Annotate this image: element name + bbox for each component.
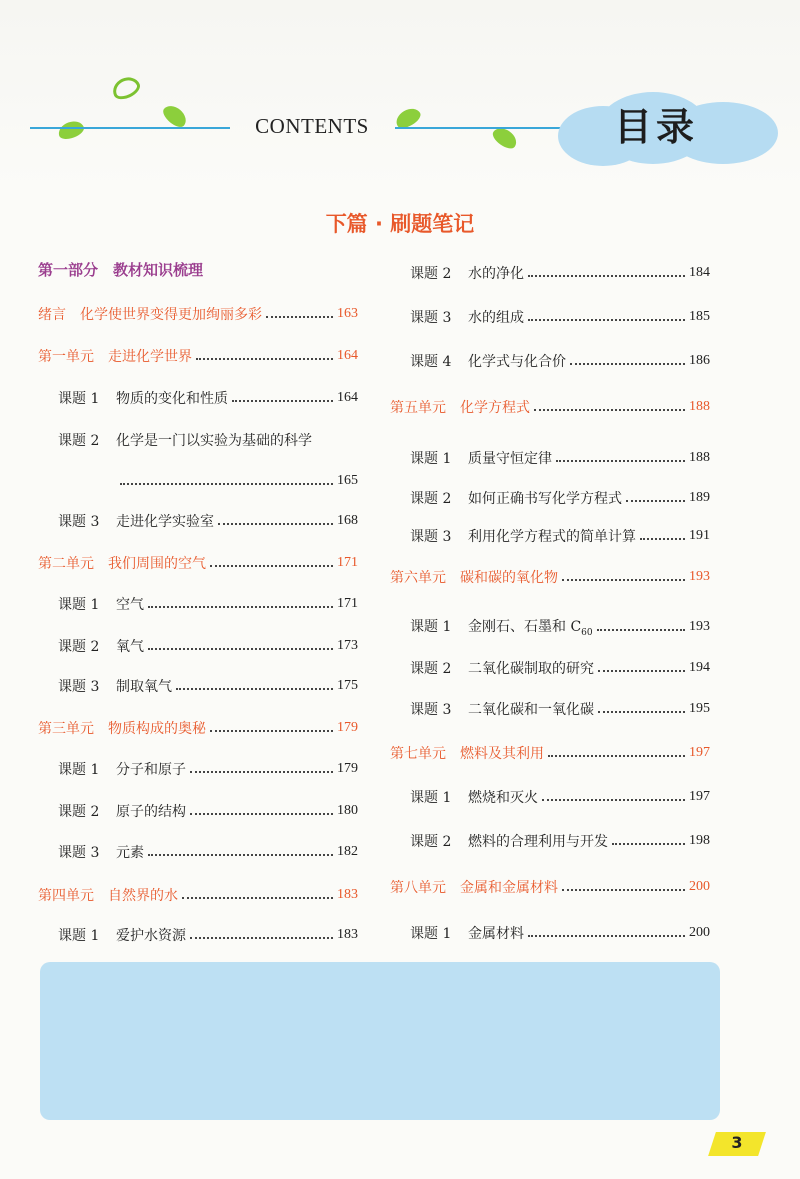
toc-entry-text: 化学式与化合价: [468, 354, 566, 370]
toc-entry-label: [58, 430, 312, 450]
toc-page-number: 198: [689, 833, 710, 848]
toc-topic-entry[interactable]: [390, 525, 710, 547]
toc-entry-label: [410, 831, 608, 851]
toc-topic-entry[interactable]: [390, 350, 710, 372]
toc-entry-label: [410, 787, 538, 807]
toc-topic-entry[interactable]: [390, 922, 710, 944]
header-rule-left: [30, 127, 230, 129]
toc-topic-entry[interactable]: [38, 593, 358, 615]
toc-topic-entry[interactable]: [38, 635, 358, 657]
toc-topic-number: 课题 1: [410, 451, 452, 467]
toc-page-number: 193: [689, 569, 710, 584]
toc-entry-label: [58, 511, 214, 531]
toc-topic-number: 课题 2: [58, 804, 100, 820]
toc-entry-label: [390, 743, 544, 763]
toc-entry-text: 原子的结构: [116, 804, 186, 820]
toc-leader-dots: [626, 500, 685, 502]
toc-unit-entry[interactable]: [390, 742, 710, 764]
toc-part-heading[interactable]: [38, 258, 368, 280]
toc-page-number: 183: [337, 887, 358, 902]
toc-entry-label: [410, 658, 594, 678]
toc-entry-label: [410, 448, 552, 468]
toc-topic-number: 课题 2: [410, 266, 452, 282]
toc-leader-dots: [190, 771, 333, 773]
toc-entry-text: 第四单元 自然界的水: [38, 888, 178, 904]
toc-leader-dots: [562, 579, 685, 581]
toc-topic-number: 课题 3: [410, 702, 452, 718]
toc-entry-label: [58, 388, 228, 408]
toc-page-number: 185: [689, 309, 710, 324]
toc-entry-label: [38, 718, 206, 738]
toc-topic-entry[interactable]: [38, 675, 358, 697]
toc-entry-text: 第二单元 我们周围的空气: [38, 556, 206, 572]
toc-entry-text: 如何正确书写化学方程式: [468, 491, 622, 507]
toc-page-number: 194: [689, 660, 710, 675]
toc-unit-entry[interactable]: [38, 717, 358, 739]
toc-page-number: 191: [689, 528, 710, 543]
toc-page-number: 168: [337, 513, 358, 528]
toc-topic-entry[interactable]: [390, 306, 710, 328]
toc-topic-entry[interactable]: [390, 616, 710, 638]
toc-page-number: 165: [337, 473, 358, 488]
toc-leader-dots: [190, 937, 333, 939]
toc-entry-label: [38, 346, 192, 366]
toc-entry-text: 制取氧气: [116, 679, 172, 695]
toc-entry-label: [38, 259, 203, 280]
toc-leader-dots: [528, 935, 685, 937]
toc-entry-subscript: 60: [581, 627, 593, 638]
toc-entry-label: [38, 553, 206, 573]
toc-entry-text: 化学是一门以实验为基础的科学: [116, 433, 312, 449]
toc-leader-dots: [176, 688, 333, 690]
toc-entry-text: 水的净化: [468, 266, 524, 282]
toc-page-number: 200: [689, 925, 710, 940]
toc-leader-dots: [534, 409, 685, 411]
toc-topic-entry[interactable]: [38, 387, 358, 409]
toc-leader-dots: [148, 648, 333, 650]
section-title: 下篇 · 刷题笔记: [325, 212, 475, 236]
toc-page-number: 186: [689, 353, 710, 368]
toc-page-number: 163: [337, 306, 358, 321]
toc-entry-label: [410, 263, 524, 283]
toc-page-number: 197: [689, 745, 710, 760]
toc-topic-number: 课题 3: [58, 514, 100, 530]
toc-topic-entry[interactable]: [390, 830, 710, 852]
toc-entry-text: 第三单元 物质构成的奥秘: [38, 721, 206, 737]
toc-topic-entry[interactable]: [38, 429, 358, 451]
toc-page-number: 179: [337, 761, 358, 776]
toc-leader-dots: [266, 316, 333, 318]
toc-leader-dots: [182, 897, 333, 899]
toc-leader-dots: [210, 565, 333, 567]
toc-entry-text: 二氧化碳制取的研究: [468, 661, 594, 677]
toc-topic-entry[interactable]: [390, 657, 710, 679]
toc-unit-entry[interactable]: [38, 345, 358, 367]
toc-entry-text: 物质的变化和性质: [116, 391, 228, 407]
toc-entry-text: 金刚石、石墨和 C: [468, 619, 582, 636]
toc-leader-dots: [570, 363, 685, 365]
toc-leader-dots: [640, 538, 685, 540]
toc-entry-label: [58, 842, 144, 862]
toc-entry-label: [410, 488, 622, 508]
toc-leader-dots: [528, 275, 685, 277]
toc-leader-dots: [597, 629, 685, 631]
toc-entry-text: 第七单元 燃料及其利用: [390, 746, 544, 762]
toc-leader-dots: [556, 460, 685, 462]
toc-entry-label: [410, 526, 636, 546]
toc-entry-label: [390, 397, 530, 417]
toc-entry-label: [410, 307, 524, 327]
toc-unit-entry[interactable]: [38, 303, 358, 325]
toc-entry-text: 爱护水资源: [116, 928, 186, 944]
toc-page-number: 200: [689, 879, 710, 894]
toc-unit-entry[interactable]: [390, 396, 710, 418]
note-box: [40, 962, 720, 1120]
page-title: 目录: [613, 105, 698, 149]
toc-leader-dots: [210, 730, 333, 732]
toc-entry-text: 燃烧和灭火: [468, 790, 538, 806]
toc-entry-text: 水的组成: [468, 310, 524, 326]
toc-topic-number: 课题 1: [58, 391, 100, 407]
toc-topic-number: 课题 1: [410, 926, 452, 942]
toc-entry-text: 燃料的合理利用与开发: [468, 834, 608, 850]
toc-entry-label: [58, 636, 144, 656]
toc-entry-text: 第一单元 走进化学世界: [38, 349, 192, 365]
toc-topic-entry[interactable]: [38, 800, 358, 822]
toc-page-number: 164: [337, 348, 358, 363]
toc-entry-label: [58, 676, 172, 696]
toc-page-number: 197: [689, 789, 710, 804]
toc-entry-label: [38, 304, 262, 324]
toc-entry-label: [410, 351, 566, 371]
toc-entry-label: [410, 616, 593, 638]
toc-topic-number: 课题 2: [58, 639, 100, 655]
toc-entry-text: 氧气: [116, 639, 144, 655]
toc-topic-number: 课题 3: [58, 845, 100, 861]
toc-unit-entry[interactable]: [390, 876, 710, 898]
toc-entry-text: 金属材料: [468, 926, 524, 942]
toc-topic-entry[interactable]: [390, 698, 710, 720]
toc-topic-number: 课题 1: [58, 928, 100, 944]
toc-page-number: 164: [337, 390, 358, 405]
toc-leader-dots: [542, 799, 685, 801]
toc-entry-label: [390, 877, 558, 897]
toc-unit-entry[interactable]: [38, 552, 358, 574]
toc-leader-dots: [148, 606, 333, 608]
toc-topic-number: 课题 3: [410, 310, 452, 326]
toc-page-number: 188: [689, 450, 710, 465]
toc-topic-number: 课题 3: [410, 529, 452, 545]
toc-page-number: 188: [689, 399, 710, 414]
toc-continued-entry[interactable]: [38, 470, 358, 492]
toc-topic-number: 课题 2: [410, 661, 452, 677]
toc-leader-dots: [612, 843, 685, 845]
toc-leader-dots: [232, 400, 333, 402]
toc-topic-entry[interactable]: [38, 924, 358, 946]
page-number: 3: [731, 1133, 743, 1152]
toc-topic-entry[interactable]: [38, 841, 358, 863]
toc-topic-number: 课题 3: [58, 679, 100, 695]
toc-leader-dots: [196, 358, 333, 360]
toc-entry-label: [58, 801, 186, 821]
toc-page-number: 171: [337, 555, 358, 570]
toc-leader-dots: [218, 523, 333, 525]
toc-entry-text: 走进化学实验室: [116, 514, 214, 530]
toc-page-number: 182: [337, 844, 358, 859]
toc-entry-text: 质量守恒定律: [468, 451, 552, 467]
toc-entry-label: [38, 885, 178, 905]
toc-entry-text: 二氧化碳和一氧化碳: [468, 702, 594, 718]
toc-entry-text: 第五单元 化学方程式: [390, 400, 530, 416]
toc-topic-number: 课题 2: [410, 834, 452, 850]
toc-page-number: 180: [337, 803, 358, 818]
toc-topic-entry[interactable]: [390, 447, 710, 469]
toc-entry-text: 第一部分 教材知识梳理: [38, 260, 204, 279]
toc-leader-dots: [190, 813, 333, 815]
toc-entry-label: [58, 925, 186, 945]
toc-topic-entry[interactable]: [390, 786, 710, 808]
toc-leader-dots: [548, 755, 685, 757]
toc-entry-label: [390, 567, 558, 587]
toc-topic-number: 课题 4: [410, 354, 452, 370]
toc-page-number: 175: [337, 678, 358, 693]
toc-leader-dots: [528, 319, 685, 321]
toc-topic-entry[interactable]: [38, 510, 358, 532]
toc-page-number: 173: [337, 638, 358, 653]
toc-page-number: 189: [689, 490, 710, 505]
header-rule-right: [395, 127, 565, 129]
toc-topic-entry[interactable]: [390, 487, 710, 509]
toc-entry-label: [58, 759, 186, 779]
toc-entry-label: [58, 594, 144, 614]
toc-entry-label: [410, 923, 524, 943]
toc-page-number: 193: [689, 619, 710, 634]
toc-entry-text: 分子和原子: [116, 762, 186, 778]
toc-topic-number: 课题 1: [58, 762, 100, 778]
toc-leader-dots: [598, 670, 685, 672]
toc-topic-number: 课题 1: [58, 597, 100, 613]
toc-topic-entry[interactable]: [38, 758, 358, 780]
toc-entry-text: 第六单元 碳和碳的氧化物: [390, 570, 558, 586]
toc-page-number: 195: [689, 701, 710, 716]
toc-page-number: 179: [337, 720, 358, 735]
toc-leader-dots: [562, 889, 685, 891]
contents-label: CONTENTS: [255, 114, 369, 138]
toc-topic-number: 课题 2: [410, 491, 452, 507]
toc-entry-text: 元素: [116, 845, 144, 861]
toc-topic-number: 课题 1: [410, 790, 452, 806]
toc-topic-number: 课题 2: [58, 433, 100, 449]
toc-topic-number: 课题 1: [410, 619, 452, 636]
toc-entry-label: [410, 699, 594, 719]
toc-leader-dots: [148, 854, 333, 856]
toc-unit-entry[interactable]: [390, 566, 710, 588]
toc-leader-dots: [120, 483, 333, 485]
toc-page-number: 171: [337, 596, 358, 611]
page-number-tab: [706, 1128, 768, 1160]
toc-page-number: 183: [337, 927, 358, 942]
toc-topic-entry[interactable]: [390, 262, 710, 284]
toc-page-number: 184: [689, 265, 710, 280]
toc-entry-text: 利用化学方程式的简单计算: [468, 529, 636, 545]
toc-leader-dots: [598, 711, 685, 713]
toc-entry-text: 第八单元 金属和金属材料: [390, 880, 558, 896]
toc-entry-text: 绪言 化学使世界变得更加绚丽多彩: [38, 307, 262, 323]
toc-entry-text: 空气: [116, 597, 144, 613]
toc-unit-entry[interactable]: [38, 884, 358, 906]
